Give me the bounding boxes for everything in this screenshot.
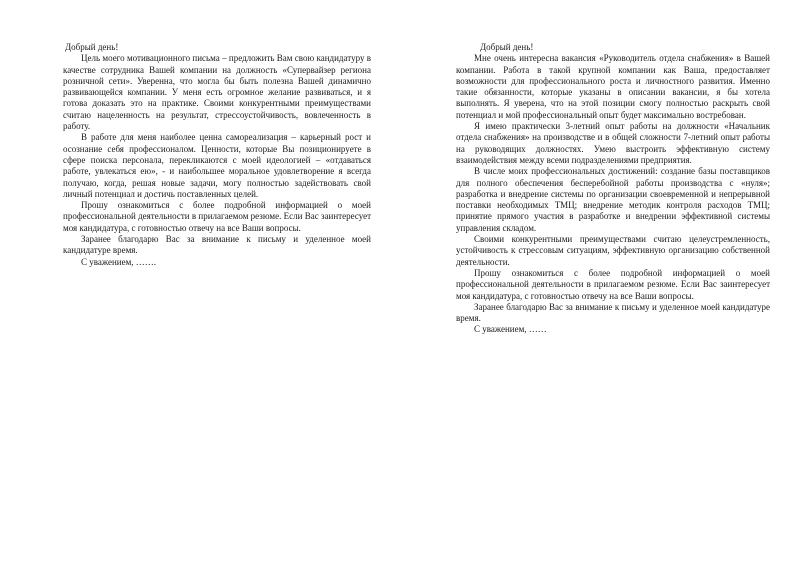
right-letter-paragraph-3: В числе моих профессиональных достижений: создание базы поставщиков для полного обеспечения бесперебойной работы производства с «нуля»; разработка и внедрение системы по организации своевременной и непрерывной поставки необходимых ТМЦ; внедрение методик контроля расходов ТМЦ; принятие прямого участия в разработке и внедрении эффективной системы управления складом. <box>456 166 770 233</box>
left-letter-paragraph-1: Цель моего мотивационного письма – предложить Вам свою кандидатуру в качестве сотрудника Вашей компании на должность «Супервайзер региона розничной сети». Уверенна, что могла бы быть полезна Вашей динамично развивающейся компании. У меня есть огромное желание развиваться, и я готова доказать это на практике. Своими конкурентными преимуществами считаю нацеленность на результат, стрессоустойчивость, вовлеченность в работу. <box>63 53 371 132</box>
right-letter-signoff: С уважением, …… <box>474 324 547 335</box>
right-letter-paragraph-2: Я имею практически 3-летний опыт работы на должности «Начальник отдела снабжения» на производстве и в общей сложности 7-летний опыт работы на руководящих должностях. Умею выстроить эффективную систему взаимодействия между всеми подразделениями предприятия. <box>456 121 770 165</box>
right-letter <box>456 42 770 336</box>
right-letter-paragraph-6: Заранее благодарю Вас за внимание к письму и уделенное моей кандидатуре время. <box>456 301 770 324</box>
left-letter-paragraph-2: В работе для меня наиболее ценна самореализация – карьерный рост и осознание себя профессионалом. Ценности, которые Вы позиционируете в сфере поиска персонала, перекликаются с моей идеологией – «отдаваться работе, увлекаться ею», - и наибольшее моральное удовлетворение я всегда получаю, когда, решая новые задачи, могу полностью задействовать свой личный потенциал и достичь поставленных целей. <box>63 132 371 199</box>
left-letter-greeting: Добрый день! <box>65 42 119 52</box>
left-letter <box>63 42 371 268</box>
left-letter-paragraph-3: Прошу ознакомиться с более подробной информацией о моей профессиональной деятельности в прилагаемом резюме. Если Вас заинтересует моя кандидатура, с готовностью отвечу на все Ваши вопросы. <box>63 200 371 233</box>
right-letter-greeting: Добрый день! <box>480 42 534 52</box>
left-letter-paragraph-4: Заранее благодарю Вас за внимание к письму и уделенное моей кандидатуре время. <box>63 234 371 256</box>
left-letter-signoff: С уважением, ……. <box>81 256 157 267</box>
right-letter-paragraph-5: Прошу ознакомиться с более подробной информацией о моей профессиональной деятельности в прилагаемом резюме. Если Вас заинтересует моя кандидатура, с готовностью отвечу на все Ваши вопросы. <box>456 267 770 301</box>
right-letter-paragraph-1: Мне очень интересна вакансия «Руководитель отдела снабжения» в Вашей компании. Работа в такой крупной компании как Ваша, предоставляет возможности для профессионального роста и личностного развития. Именно такие обязанности, которые указаны в описании вакансии, я бы хотела выполнять. Я уверена, что на этой позиции смогу полностью раскрыть свой потенциал и мой профессиональный опыт будет максимально востребован. <box>456 53 770 120</box>
right-letter-paragraph-4: Своими конкурентными преимуществами считаю целеустремленность, устойчивость к стрессовым ситуациям, эффективную организацию собственной деятельности. <box>456 234 770 267</box>
